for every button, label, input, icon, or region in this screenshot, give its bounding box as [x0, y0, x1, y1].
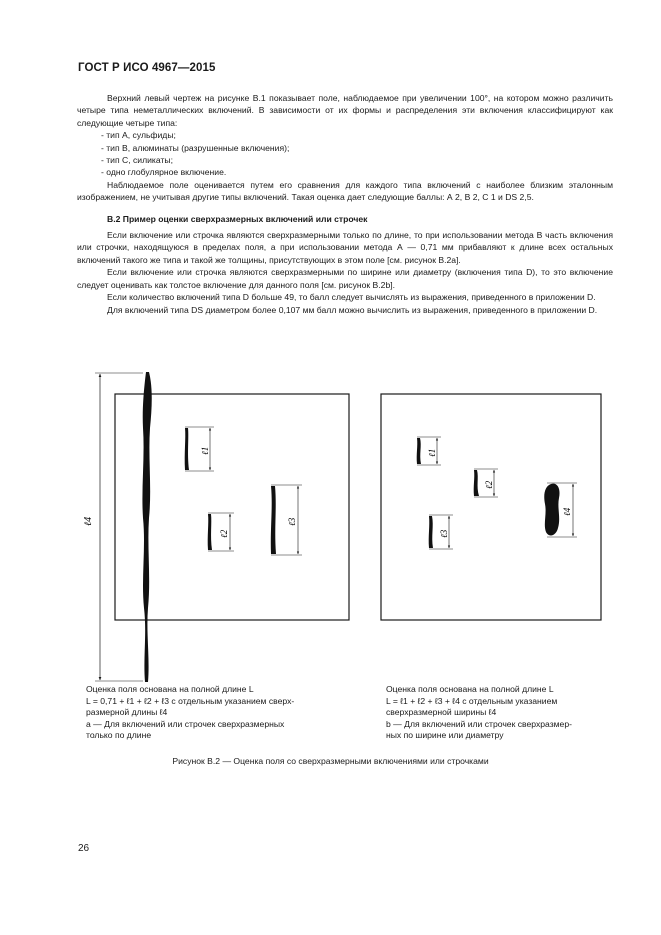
figure-caption: Рисунок В.2 — Оценка поля со сверхразмерными включениями или строчками [172, 756, 489, 766]
caption-b-line1: Оценка поля основана на полной длине L [386, 684, 554, 694]
list-item-type-b: - тип В, алюминаты (разрушенные включения); [101, 142, 290, 153]
label-l2-a: ℓ2 [219, 529, 229, 538]
caption-a-line3: размерной длины ℓ4 [86, 707, 168, 718]
caption-b-line5: ных по ширине или диаметру [386, 730, 504, 741]
inclusion-oversize-width [544, 484, 559, 536]
caption-panel-a [86, 684, 336, 742]
paragraph-intro: Верхний левый чертеж на рисунке В.1 показывает поле, наблюдаемое при увеличении 100°, на котором можно различить четыре типа неметаллических включений. В зависимости от их формы и распределения эти включения классифицируют как следующие четыре типа: [77, 93, 613, 128]
caption-a-line5: только по длине [86, 730, 152, 741]
caption-a-line1: Оценка поля основана на полной длине L [86, 684, 254, 694]
label-l2-b: ℓ2 [484, 480, 494, 489]
document-header: ГОСТ Р ИСО 4967—2015 [78, 62, 216, 74]
panel-a [83, 372, 349, 682]
label-l1-b: ℓ1 [427, 448, 437, 457]
caption-b-line3: сверхразмерной ширины ℓ4 [386, 707, 497, 718]
caption-panel-b [386, 684, 626, 742]
paragraph-oversize-width: Если включение или строчка являются сверхразмерными по ширине или диаметру (включения типа D), то это включение следует оценивать как толстое включение для данного поля [см. рисунок В.2b]. [77, 267, 613, 290]
paragraph-count-d: Если количество включений типа D больше 49, то балл следует вычислять из выражения, приведенного в приложении D. [107, 292, 596, 303]
caption-a-line4: а — Для включений или строчек сверхразмерных [86, 718, 285, 729]
field-frame-b [381, 394, 601, 620]
list-item-globular: - одно глобулярное включение. [101, 167, 227, 178]
label-l4-a: ℓ4 [83, 516, 94, 526]
label-l1-a: ℓ1 [200, 446, 210, 455]
caption-b-line4: b — Для включений или строчек сверхразмер- [386, 718, 572, 729]
field-frame-a [115, 394, 349, 620]
list-item-type-a: - тип А, сульфиды; [101, 130, 176, 141]
inclusion-oversize-length [142, 372, 151, 682]
caption-b-line2: L = ℓ1 + ℓ2 + ℓ3 + ℓ4 с отдельным указанием [386, 695, 558, 706]
paragraph-evaluation: Наблюдаемое поле оценивается путем его сравнения для каждого типа включений с наиболее близким эталонным изображением, не учитывая другие типы включений. Такая оценка дает следующие баллы: А 2, В 2, С 1 и DS 2,5. [77, 179, 613, 203]
caption-a-line2: L = 0,71 + ℓ1 + ℓ2 + ℓ3 с отдельным указанием сверх- [86, 695, 295, 706]
figure-b2-drawing [77, 368, 617, 688]
paragraph-oversize-length: Если включение или строчка являются сверхразмерными только по длине, то при использовании метода В часть включения или строчки, находящуюся в пределах поля, а при использовании метода А — 0,71 мм прибавляют к длине всех остальных включений такого же типа и такой же толщины, присутствующих в этом поле [см. рисунок В.2а]. [77, 230, 613, 265]
paragraph-ds-diameter: Для включений типа DS диаметром более 0,107 мм балл можно вычислить из выражения, приведенного в приложении D. [107, 304, 598, 315]
section-title-b2: В.2 Пример оценки сверхразмерных включений или строчек [107, 213, 368, 224]
label-l3-a: ℓ3 [287, 517, 297, 526]
page-number: 26 [78, 843, 90, 854]
body-text [77, 92, 613, 316]
label-l4-b: ℓ4 [562, 507, 572, 516]
panel-b [381, 394, 601, 620]
label-l3-b: ℓ3 [439, 529, 449, 538]
list-item-type-c: - тип С, силикаты; [101, 155, 173, 166]
